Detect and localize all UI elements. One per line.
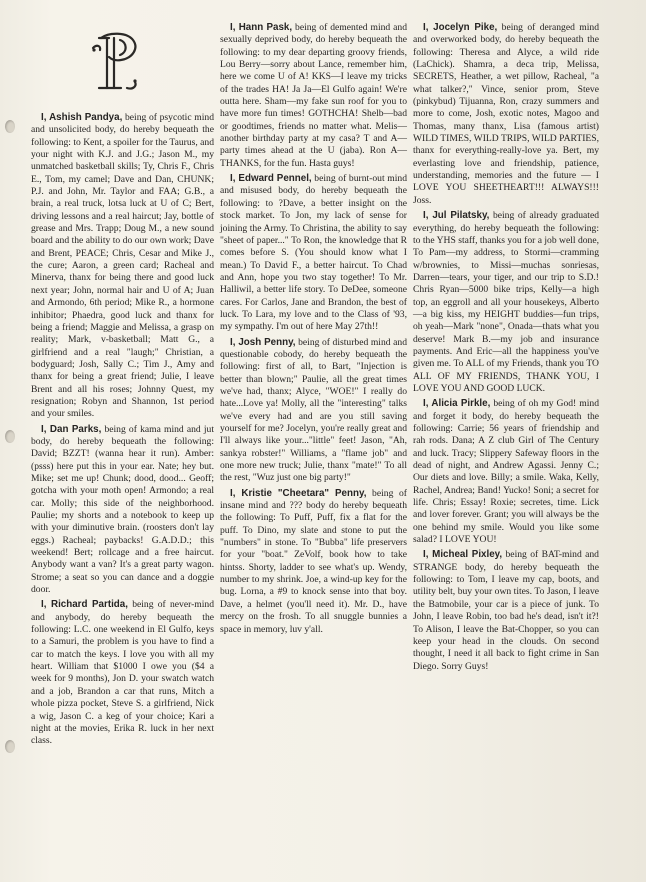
column-3 [413,22,599,676]
binder-hole [5,430,15,443]
entry-text: being of disturbed mind and questionable cobody, do hereby bequeath the following: first of all, to Bart, "Injection is better than blown;" Paulie, all the great times we've had, thanx; Alyce, "WOE!" I really do hate...Love ya! Molly, all the "interesting" talks we've every had and are you still saving yourself for me? Jocelyn, you're really great and I'll always like your..."little" feet! Jason, "Ah, sankya robster!" Williams, a "flame job" and one more new truck; Julie, thanx "mate!" To all the rest, "Wuz just one big party!" [220,336,407,484]
entry-name: I, Richard Partida, [41,599,128,611]
decorative-initial-p [87,30,214,96]
entry-name: I, Ashish Pandya, [41,112,123,123]
will-entry [31,112,214,421]
entry-name: I, Jocelyn Pike, [423,22,498,33]
entry-text: being of kama mind and jut body, do hereby bequeath the following: David; BZZT! (wanna hear it run). Amber: (psss) here put this in your ear. Nate; hey but. Mike; set me up! Chunk; dood, dood... Geoff; gotcha with your moth open! Armondo; a real car. Molly; this side of the neighborhood. Paulie; my shorts and a notebook to keep up with your diminutive brain. (roosters don't lay eggs.) Racheal; paybacks! G.A.D.D.; this weekend! Bert; rollcage and a free haircut. Anybody want a van? It's a great party wagon. Strome; a seat so you can dance and a doggie door. [31,423,214,596]
entry-name: I, Hann Pask, [230,22,293,33]
will-entry [220,22,407,170]
will-entry [413,398,599,546]
entry-name: I, Edward Pennel, [230,173,312,185]
entry-text: being of burnt-out mind and misused body, do hereby bequeath the following: to ?Dave, a better insight on the stock market. To Jon, my lack of sense for joining the Army. To Christina, the ability to say "sheet of paper..." To Ron, the knowledge that R comes before S. (You should know what I mean.) To David F., a better haircut. To Chad and Ann, hope you two stay together! To Mr. Halliwil, a better life story. To DeDee, someone cares. For Carlos, Jane and Brandon, the best of luck. To Lara, my love and to the Class of '93, my sympathy. I'm out of here May 27th!! [220,173,407,333]
ornate-letter-p-icon [87,30,143,96]
entry-name: I, Dan Parks, [41,423,102,435]
entry-text: being of oh my God! mind and forget it body, do hereby bequeath the following: Carrie; 56 years of friendship and rah rods. Dana; A Z club Girl of The Century and luck. Tracy; Slippery Safeway floors in the dead of night, and Andrew Agassi. Jenny C.; Our diets and love. Billy; a smile. Waka, Kelly, Rachel, Andrea; Band! Yucko! Soni; a secret for life. Chris; Essay! Roxie; secretes, time. Lick and lover forever. Grant; you will always be the one behind my smile. Would you like some salad? I LOVE YOU! [413,398,599,546]
entry-text: being of already graduated everything, do hereby bequeath the following: to the YHS staff, thanks you for a job well done, To Pam—my address, to Stormi—cramming w/brownies, to Missi—muchas sonriesas, Darren—tears, your tiger, and our trip to S.D.! Chris Ryan—5000 bike trips, Kelly—a high top, an eggroll and all your housekeys, Alberto—a big kiss, my HEIGHT buddies—fun trips, oh yeah—Mark "none", Onada—thats what you deserve! Mark B.—my job and insurance payments. And Eric—all the happiness you've given me. To ALL of my Friends, thank you TO ALL OF MY FRIENDS, THANK YOU, I LOVE YOU AND GOOD LUCK. [413,210,600,394]
will-entry [220,337,407,485]
entry-name: I, Jul Pilatsky, [423,210,490,222]
entry-name: I, Kristie "Cheetara" Penny, [230,487,367,499]
will-entry [413,22,599,207]
entry-text: being of deranged mind and overworked body, do hereby bequeath the following: Theresa and Alyce, a wild ride (LaChick). Shamra, a deca trip, Melissa, SECRETS, Heather, a wet pillow, Racheal, "a what talker?," Vince, senior prom, Steve (pinkybud) Tijuanna, Ron, crazy summers and more to come, Josh, exotic notes, Magoo and Thomas, many thanx, Lisa (famous artist) WILD TIMES, WILD TRIPS, WILD PARTIES, thanx for everything-really-love ya. Bert, my everlasting love and friendship, patience, understanding, memories and the future — I LOVE YOU SHEETHEART!!! ALWAYS!!! Joss. [413,22,600,206]
will-entry [413,210,599,395]
entry-text: being of psycotic mind and unsolicited body, do hereby bequeath the following: to Kent, a spoiler for the Taurus, and your night with K.J. and J.G.; Jason M., my unmatched basketball skills; Ty, Chris F., Chris E., Tom, my camel; Dave and Dan, CHUNK; P.J. and John, Mr. Taylor and FAA; G.B., a brain, a real truck, lotsa luck at U of C; Bert, driving lessons and a real haircut; Jay, bottle of grease and Mrs. Trapp; Doug M., a new sound board and the ability to do our own work; Dave and Brent, PEACE; Chris, Cesar and Mike J., the cure; Aaron, a green card; Racheal and Minerva, thanx for being there and good luck next year; John, normal hair and U of A; Juan and Armondo, 6th period; Mike R., a hormone inhibitor; Phaedra, good luck and thanx for being a friend; Maggie and Melissa, a grasp on reality; Mark, v-basketball; Matt G., a girlfriend and a real "laugh;" Christian, a bodyguard; Josh, Sally C.; Tim J., Amy and thanx for being a great friend; Julie, I leave Brent and all his roses; Johnny Quest, my resignation; Robyn and Shannon, 1st period and your smiles. [31,112,214,420]
entry-name: I, Micheal Pixley, [423,549,503,561]
entry-text: being of demented mind and sexually deprived body, do hereby bequeath the following: to my dear departing groovy friends, Lou Berry—sorry about Lance, remember him, here we come U of A! KKS—I leave my tricks of the trades HA! Ja Ja—El Gulfo again! We're outta here. Sham—my fake sun roof for you to have more fun times! GOTHCHA! Shelb—bad or goodtimes, friends no matter what. Melis—another birthday party at my casa? T and A—party times ahead at the U (jaba). Ron A—THANKS, for the fun. Hasta guys! [220,22,408,169]
will-entry [220,173,407,333]
entry-name: I, Alicia Pirkle, [423,398,491,410]
entry-text: being of never-mind and anybody, do hereby bequeath the following: L.C. one weekend in El Gulfo, keys to a Samuri, the problem is you have to find a car to match the keys. I love you with all my heart. William that $1000 I owe you ($4 a week for 9 months), Jon D. your swatch watch and a job, Brandon a car that runs, Mitch a whole pizza pocket, Steve S. a girlfriend, Nick a wig, Jason C. a keg of your choice; Kari a night at the movies, Erika R. luck in her next class. [31,599,214,747]
binder-holes [0,0,22,882]
column-1 [31,22,214,751]
will-entry [31,599,214,747]
binder-hole [5,120,15,133]
dropcap-letter: P [87,30,88,31]
will-entry [413,549,599,672]
entry-text: being of BAT-mind and STRANGE body, do hereby bequeath the following: to Tom, I leave my cap, boots, and utility belt, buy your own tites. To Jason, I leave the Batmobile, your car is a piece of junk. To John, I leave Robin, too bad he's dead, isn't it?! To Alison, I leave the Bat-Chopper, so you can keep your head in the clouds. On second thought, I need it all back to fight crime in San Diego. Sorry Guys! [413,549,599,672]
column-2 [220,22,407,639]
will-entry [220,488,407,636]
entry-name: I, Josh Penny, [230,336,296,348]
will-entry [31,424,214,597]
binder-hole [5,740,15,753]
entry-text: being of insane mind and ??? body do hereby bequeath the following: To Puff, Puff, fix a flat for the puff. To Dino, my slate and stone to put the "numbers" in stone. To "Bubba" life preservers for your "boat." ZeVolf, book how to take hintss. Shorty, ladder to see what's up. Wendy, number to my shrink. Joe, a wind-up key for the bug. Lorna, a #9 to knock sense into that boy. Dave, a helmet (you'll need it). Mr. D., have mercy on the frosh. To all snuggle bunnies a space in memory, luv y'all. [220,487,407,635]
